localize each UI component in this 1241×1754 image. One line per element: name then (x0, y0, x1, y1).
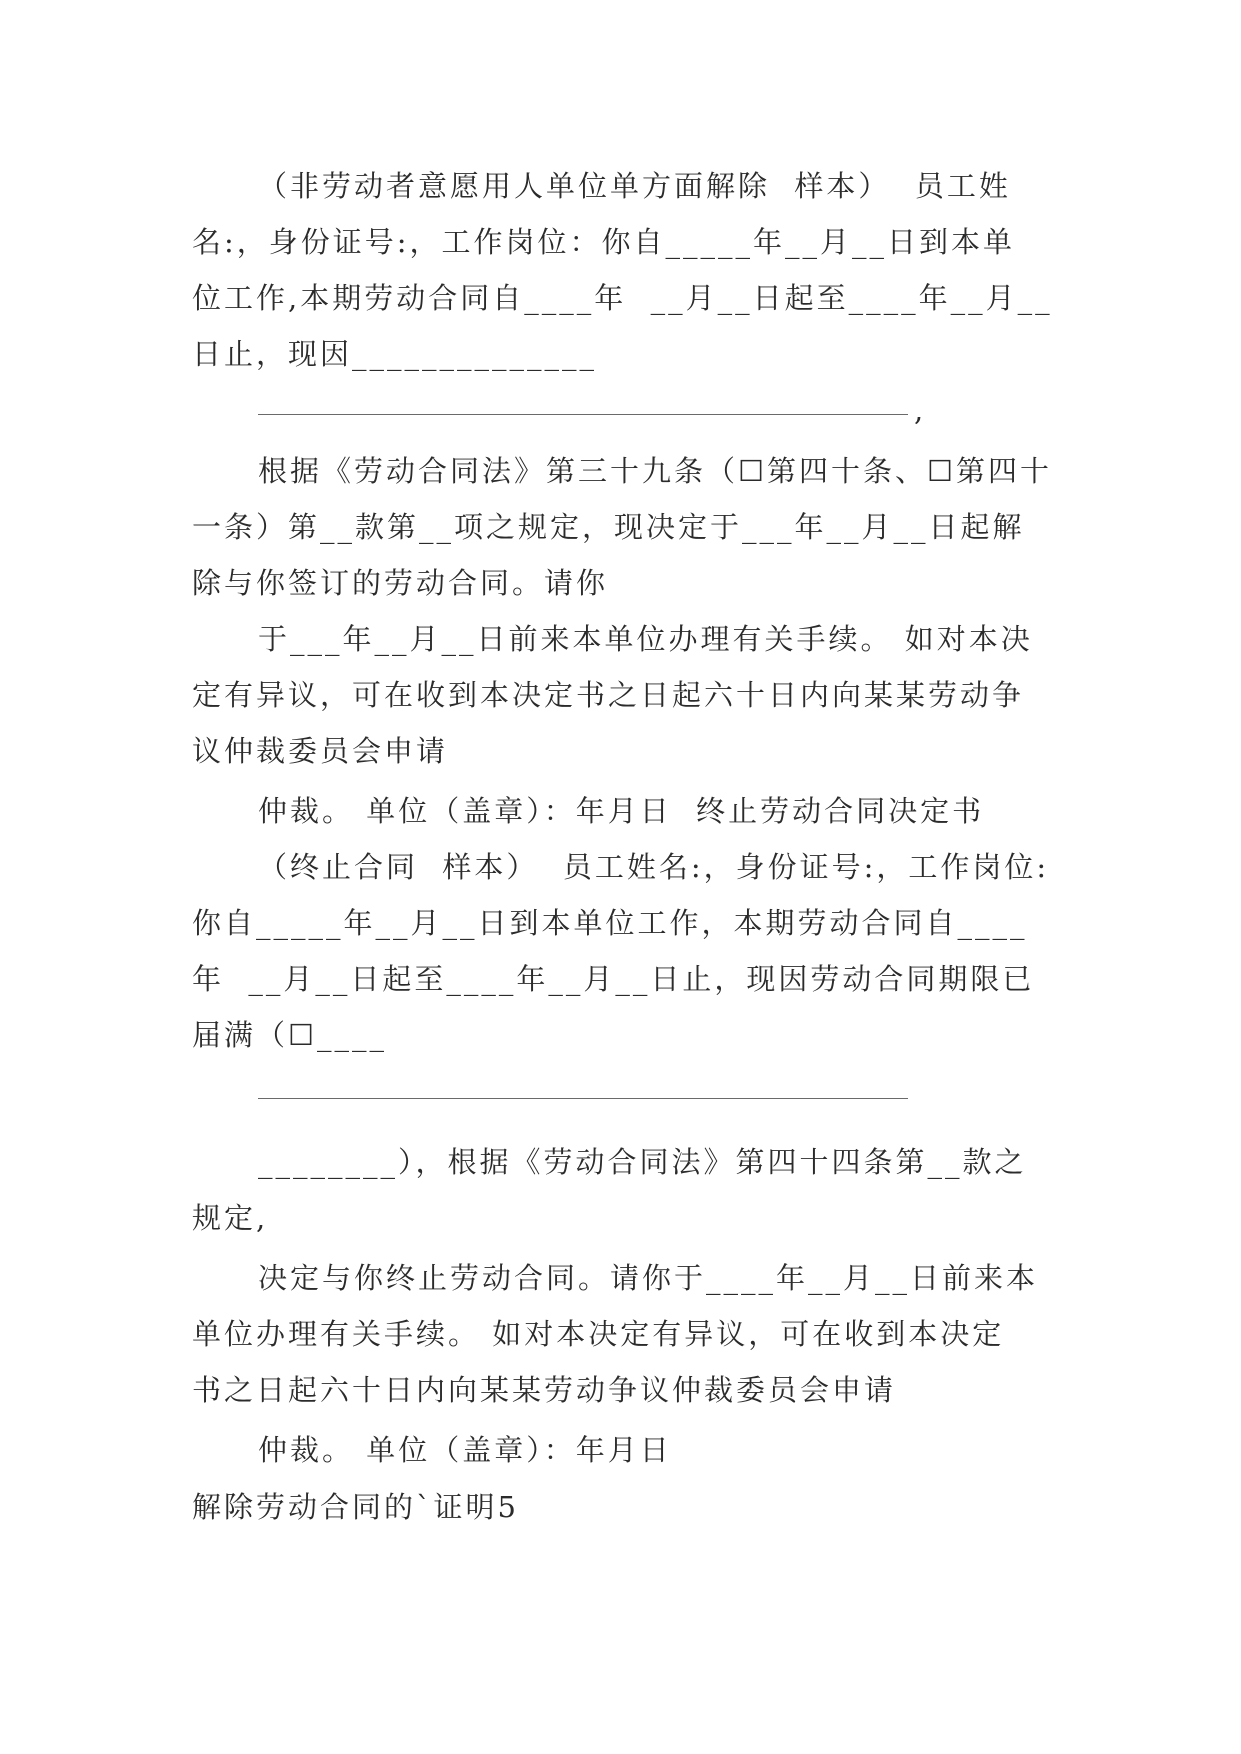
text-line: ________），根据《劳动合同法》第四十四条第__款之 (258, 1145, 1027, 1179)
text-line: 议仲裁委员会申请 (192, 734, 449, 768)
section-heading: 解除劳动合同的`证明5 (192, 1490, 519, 1524)
text-line: 规定, (192, 1201, 269, 1235)
text-line: 你自_____年__月__日到本单位工作，本期劳动合同自____ (192, 906, 1028, 940)
text-line: 仲裁。 单位（盖章）：年月日 终止劳动合同决定书 (258, 794, 985, 828)
text-line: 届满（☐____ (192, 1018, 387, 1052)
blank-rule (258, 1098, 908, 1099)
text-line: （非劳动者意愿用人单位单方面解除 样本） 员工姓 (258, 169, 1011, 203)
text-line: 单位办理有关手续。 如对本决定有异议，可在收到本决定 (192, 1317, 1005, 1351)
text-line: 日止，现因______________ (192, 337, 598, 371)
text-line: （终止合同 样本） 员工姓名:，身份证号:，工作岗位: (258, 850, 1050, 884)
text-line: 名:，身份证号:，工作岗位：你自_____年__月__日到本单 (192, 225, 1016, 259)
text-line: 年 __月__日起至____年__月__日止，现因劳动合同期限已 (192, 962, 1035, 996)
text-line: 决定与你终止劳动合同。请你于____年__月__日前来本 (258, 1261, 1039, 1295)
text-line: 书之日起六十日内向某某劳动争议仲裁委员会申请 (192, 1373, 897, 1407)
blank-rule (258, 414, 908, 415)
text-line: 位工作,本期劳动合同自____年 __月__日起至____年__月__ (192, 281, 1053, 315)
text-line: 除与你签订的劳动合同。请你 (192, 566, 609, 600)
text-line: 仲裁。 单位（盖章）：年月日 (258, 1433, 672, 1467)
text-line: 一条）第__款第__项之规定，现决定于___年__月__日起解 (192, 510, 1025, 544)
text-line: 于___年__月__日前来本单位办理有关手续。 如对本决 (258, 622, 1033, 656)
text-line: 定有异议，可在收到本决定书之日起六十日内向某某劳动争 (192, 678, 1025, 712)
text-line: 根据《劳动合同法》第三十九条（☐第四十条、☐第四十 (258, 454, 1052, 488)
text-line: , (914, 393, 927, 427)
